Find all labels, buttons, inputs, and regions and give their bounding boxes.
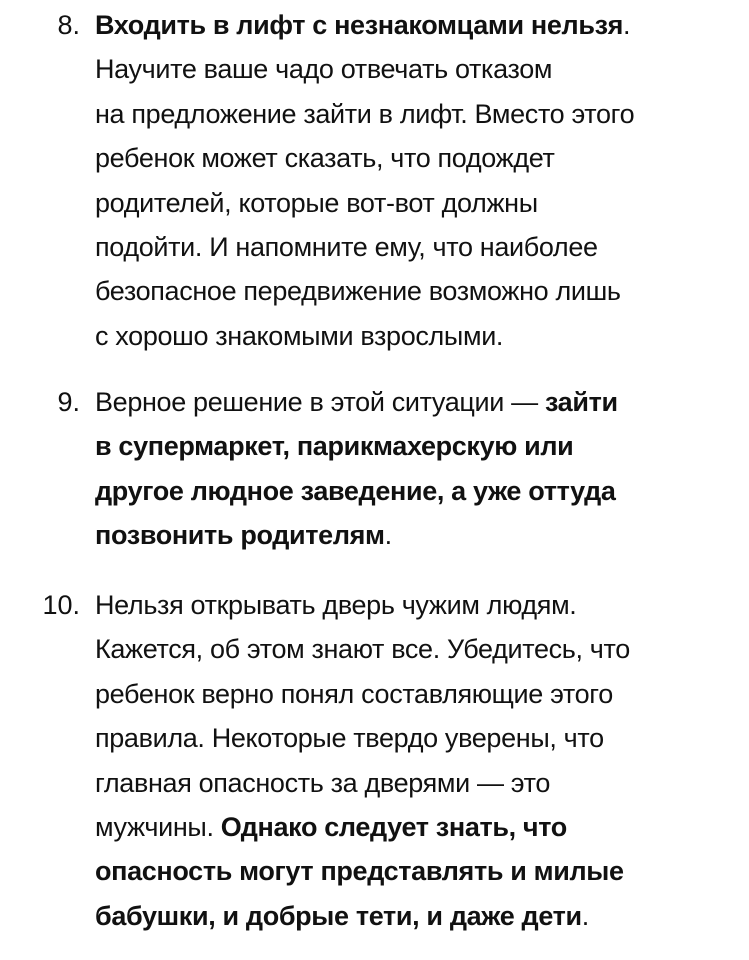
text-run: Кажется, об этом знают все. Убедитесь, что — [95, 634, 630, 665]
item-text — [95, 583, 735, 938]
text-line — [95, 3, 735, 47]
bold-text: позвонить родителям — [95, 520, 385, 551]
text-line — [95, 805, 735, 849]
text-line — [95, 716, 735, 760]
text-run: безопасное передвижение возможно лишь — [95, 276, 621, 307]
text-line — [95, 47, 735, 91]
text-line — [95, 269, 735, 313]
text-line — [95, 380, 735, 424]
text-run: на предложение зайти в лифт. Вместо этого — [95, 98, 635, 129]
text-run: ребенок верно понял составляющие этого — [95, 678, 613, 709]
text-line — [95, 672, 735, 716]
text-line — [95, 849, 735, 893]
text-line — [95, 136, 735, 180]
text-line — [95, 761, 735, 805]
text-run: главная опасность за дверями — это — [95, 767, 550, 798]
text-line — [95, 424, 735, 468]
text-run: правила. Некоторые твердо уверены, что — [95, 723, 604, 754]
text-run: Верное решение в этой ситуации — — [95, 387, 545, 417]
bold-text: другое людное заведение, а уже оттуда — [95, 475, 616, 506]
text-line — [95, 583, 735, 627]
text-run: Научите ваше чадо отвечать отказом — [95, 54, 553, 85]
text-line — [95, 314, 735, 358]
text-line — [95, 894, 735, 938]
text-line — [95, 225, 735, 269]
bold-text: Однако следует знать, что — [220, 812, 567, 843]
item-text — [95, 380, 735, 558]
text-run: подойти. И напомните ему, что наиболее — [95, 232, 598, 263]
text-run: родителей, которые вот-вот должны — [95, 187, 538, 218]
bold-text: бабушки, и добрые тети, и даже дети — [95, 900, 582, 931]
item-number: 9. — [57, 387, 80, 417]
text-run: мужчины. — [95, 812, 221, 843]
item-number: 8. — [57, 10, 80, 40]
text-run: ребенок может сказать, что подождет — [95, 143, 555, 174]
text-run: . — [384, 520, 392, 551]
text-run: . — [623, 10, 631, 40]
text-line — [95, 92, 735, 136]
text-line — [95, 181, 735, 225]
text-line — [95, 513, 735, 557]
text-line — [95, 469, 735, 513]
item-number: 10. — [42, 590, 80, 620]
text-run: . — [581, 900, 589, 931]
bold-text: в супермаркет, парикмахерскую или — [95, 431, 574, 462]
text-run: с хорошо знакомыми взрослыми. — [95, 320, 504, 351]
item-text — [95, 3, 735, 358]
bold-text: зайти — [544, 387, 618, 417]
bold-text: опасность могут представлять и милые — [95, 856, 624, 887]
text-run: Нельзя открывать дверь чужим людям. — [95, 590, 577, 620]
bold-text: Входить в лифт с незнакомцами нельзя — [95, 10, 624, 40]
text-line — [95, 627, 735, 671]
